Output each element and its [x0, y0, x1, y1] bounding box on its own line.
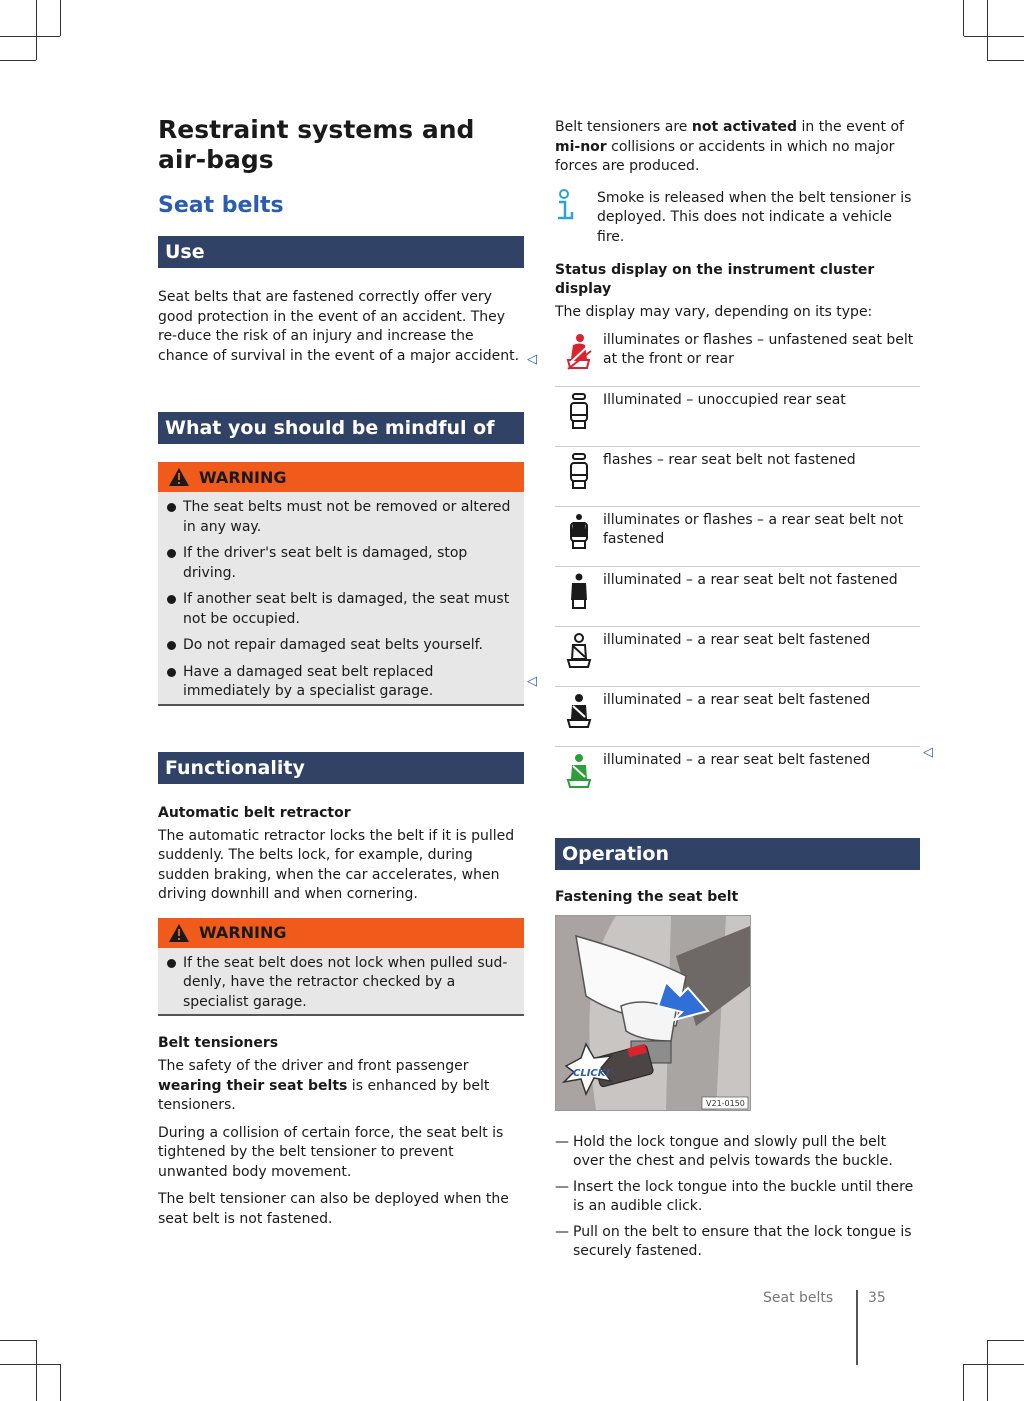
functionality-heading: Functionality	[158, 752, 524, 784]
status-row	[555, 507, 920, 567]
warning-box	[158, 918, 524, 1017]
status-text: illuminates or flashes – a rear seat belt not fastened	[603, 511, 904, 547]
seat-filled-icon	[567, 573, 591, 611]
status-icon-cell	[555, 387, 603, 446]
text-run: is enhanced by belt tensioners.	[158, 1077, 490, 1113]
text-run: collisions or accidents in which no major forces are produced.	[555, 138, 895, 174]
warning-item: If the driver's seat belt is damaged, stop driving.	[166, 544, 516, 583]
tensioners-text-2: During a collision of certain force, the seat belt is tightened by the belt tensioner to prevent unwanted body movement.	[158, 1124, 504, 1180]
status-icon-cell	[555, 567, 603, 626]
crop-mark	[987, 0, 988, 60]
crop-mark	[987, 60, 1024, 61]
section-end-marker-icon: ◁	[923, 745, 933, 760]
figure-code: V21-0150	[706, 1098, 745, 1108]
step-item: — Pull on the belt to ensure that the lock tongue is securely fastened.	[555, 1223, 920, 1262]
text-run: Belt tensioners are	[555, 119, 692, 135]
status-icon-cell	[555, 447, 603, 506]
status-row	[555, 627, 920, 687]
info-icon	[555, 189, 597, 225]
warning-item: If another seat belt is damaged, the seat must not be occupied.	[166, 590, 516, 629]
warning-header	[158, 918, 524, 948]
seat-outline-icon	[567, 393, 591, 431]
status-text: illuminated – a rear seat belt fastened	[603, 751, 871, 768]
status-text: flashes – rear seat belt not fastened	[603, 451, 856, 468]
retractor-title: Automatic belt retractor	[158, 804, 351, 821]
crop-mark	[0, 1340, 36, 1341]
text-run: The safety of the driver and front passenger	[158, 1058, 469, 1074]
section-title: Seat belts	[158, 193, 284, 218]
mindful-heading: What you should be mindful of	[158, 412, 524, 444]
tensioners-title: Belt tensioners	[158, 1035, 279, 1051]
page-number: 35	[868, 1290, 886, 1306]
status-text: illuminates or flashes – unfastened seat belt at the front or rear	[603, 331, 914, 367]
use-heading: Use	[158, 236, 524, 268]
fastening-steps	[555, 1133, 920, 1262]
warning-label: WARNING	[199, 923, 287, 942]
section-end-marker-icon: ◁	[527, 674, 537, 689]
crop-mark	[0, 36, 60, 37]
status-text: illuminated – a rear seat belt not fastened	[603, 571, 898, 588]
status-icon-cell	[555, 327, 603, 386]
crop-mark	[60, 0, 61, 36]
status-text: illuminated – a rear seat belt fastened	[603, 691, 871, 708]
use-text: Seat belts that are fastened correctly offer very good protection in the event of an accident. They re-duce the risk of an injury and increase the chance of survival in the event of a major accident.	[158, 289, 520, 364]
warning-label: WARNING	[199, 467, 287, 487]
status-row	[555, 387, 920, 447]
info-note	[555, 189, 920, 248]
footer-divider	[856, 1290, 858, 1365]
person-belted-icon	[565, 693, 593, 731]
crop-mark	[0, 60, 36, 61]
step-item: — Hold the lock tongue and slowly pull the belt over the chest and pelvis towards the buckle.	[555, 1133, 920, 1172]
status-icon-cell	[555, 627, 603, 686]
seatbelt-warning-red-icon	[565, 333, 593, 371]
crop-mark	[987, 1340, 988, 1401]
tensioners-text-3: The belt tensioner can also be deployed when the seat belt is not fastened.	[158, 1191, 509, 1227]
step-item: — Insert the lock tongue into the buckle until there is an audible click.	[555, 1178, 920, 1217]
seatbelt-illustration	[556, 916, 750, 1110]
crop-mark	[36, 1340, 37, 1401]
right-column	[555, 118, 920, 1268]
operation-heading: Operation	[555, 838, 920, 870]
crop-mark	[964, 36, 1024, 37]
page-title: Restraint systems and air-bags	[158, 115, 475, 174]
text-run-bold: wearing their seat belts	[158, 1077, 348, 1094]
warning-header	[158, 462, 524, 492]
text-run-bold: mi-nor	[555, 138, 607, 155]
status-row	[555, 687, 920, 747]
crop-mark	[0, 1364, 60, 1365]
text-run: in the event of	[797, 119, 904, 135]
tensioner-intro	[555, 118, 920, 177]
warning-box	[158, 462, 524, 706]
status-icon-cell	[555, 507, 603, 566]
status-display-title: Status display on the instrument cluster display	[555, 262, 875, 297]
status-list	[555, 327, 920, 806]
tensioners-text-1	[158, 1057, 524, 1116]
status-text: Illuminated – unoccupied rear seat	[603, 391, 846, 408]
warning-item: Have a damaged seat belt replaced immediately by a specialist garage.	[166, 663, 516, 702]
text-run-bold: not activated	[691, 119, 798, 135]
info-note-text: Smoke is released when the belt tensioner is deployed. This does not indicate a vehicle fire.	[597, 189, 912, 245]
spacer	[555, 806, 920, 838]
crop-mark	[60, 1364, 61, 1401]
status-row	[555, 747, 920, 806]
seat-outline-icon	[567, 453, 591, 491]
warning-triangle-icon	[168, 467, 190, 487]
left-column	[158, 115, 524, 1237]
status-icon-cell	[555, 687, 603, 746]
crop-mark	[964, 1364, 1024, 1365]
status-row	[555, 567, 920, 627]
crop-mark	[963, 0, 964, 36]
status-row	[555, 447, 920, 507]
footer-section-name: Seat belts	[763, 1290, 834, 1306]
fastening-title: Fastening the seat belt	[555, 888, 739, 905]
status-row	[555, 327, 920, 387]
status-display-intro: The display may vary, depending on its type:	[555, 304, 873, 320]
click-label: CLICK!	[573, 1067, 611, 1079]
crop-mark	[987, 1340, 1024, 1341]
person-belted-green-icon	[565, 753, 593, 791]
status-icon-cell	[555, 747, 603, 806]
section-end-marker-icon: ◁	[527, 352, 537, 367]
warning-body	[158, 492, 524, 706]
person-belted-outline-icon	[565, 633, 593, 671]
warning-item: If the seat belt does not lock when pulled sud-denly, have the retractor checked by a specialist garage.	[166, 954, 516, 1013]
status-text: illuminated – a rear seat belt fastened	[603, 631, 871, 648]
crop-mark	[36, 0, 37, 60]
seat-occupied-outline-icon	[567, 513, 591, 551]
warning-item: The seat belts must not be removed or altered in any way.	[166, 498, 516, 537]
fastening-figure	[555, 915, 751, 1111]
warning-triangle-icon	[168, 923, 190, 943]
warning-list	[166, 498, 516, 702]
warning-item: Do not repair damaged seat belts yourself.	[166, 636, 516, 656]
crop-mark	[963, 1364, 964, 1401]
warning-body	[158, 948, 524, 1017]
retractor-text: The automatic retractor locks the belt if it is pulled suddenly. The belts lock, for example, during sudden braking, when the car accelerates, when driving downhill and when cornering.	[158, 827, 515, 902]
warning-list	[166, 954, 516, 1013]
